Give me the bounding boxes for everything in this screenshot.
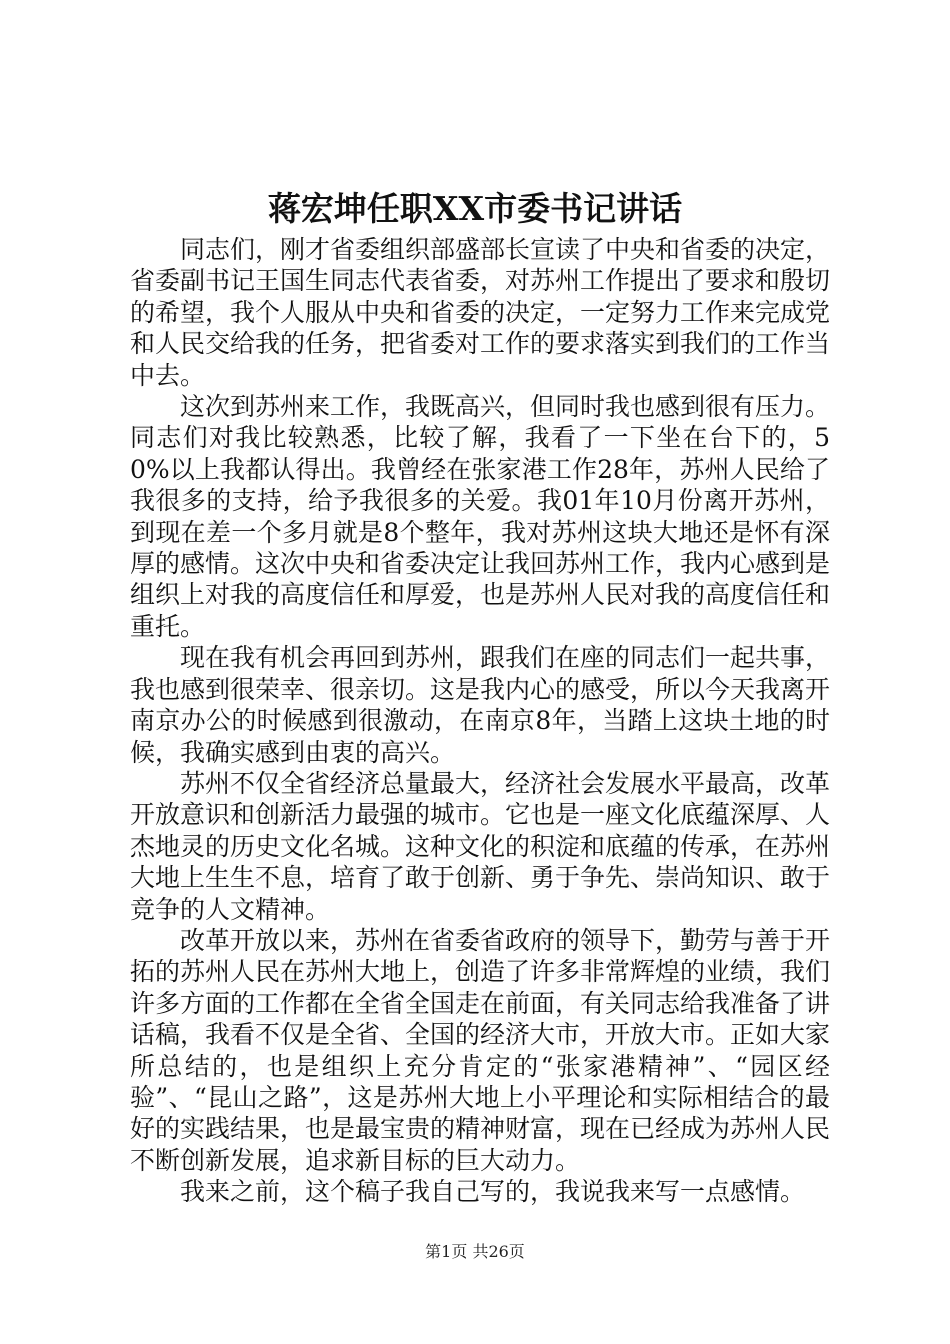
document-title: 蒋宏坤任职XX市委书记讲话 [267,189,683,228]
paragraph-2: 这次到苏州来工作，我既高兴，但同时我也感到很有压力。同志们对我比较熟悉，比较了解，我看了一下坐在台下的，50%以上我都认得出。我曾经在张家港工作28年，苏州人民给了我很多的支持，给予我很多的关爱。我01年10月份离开苏州，到现在差一个多月就是8个整年，我对苏州这块大地还是怀有深厚的感情。这次中央和省委决定让我回苏州工作，我内心感到是组织上对我的高度信任和厚爱，也是苏州人民对我的高度信任和重托。 [130,392,831,641]
page-number-footer: 第1页 共26页 [425,1242,525,1261]
paragraph-6: 我来之前，这个稿子我自己写的，我说我来写一点感情。 [180,1177,806,1207]
paragraph-1: 同志们，刚才省委组织部盛部长宣读了中央和省委的决定，省委副书记王国生同志代表省委，对苏州工作提出了要求和殷切的希望，我个人服从中央和省委的决定，一定努力工作来完成党和人民交给我的任务，把省委对工作的要求落实到我们的工作当中去。 [130,235,831,390]
paragraph-5: 改革开放以来，苏州在省委省政府的领导下，勤劳与善于开拓的苏州人民在苏州大地上，创造了许多非常辉煌的业绩，我们许多方面的工作都在全省全国走在前面，有关同志给我准备了讲话稿，我看不仅是全省、全国的经济大市，开放大市。正如大家所总结的，也是组织上充分肯定的“张家港精神”、“园区经验”、“昆山之路”，这是苏州大地上小平理论和实际相结合的最好的实践结果，也是最宝贵的精神财富，现在已经成为苏州人民不断创新发展，追求新目标的巨大动力。 [130,925,831,1175]
paragraph-3: 现在我有机会再回到苏州，跟我们在座的同志们一起共事，我也感到很荣幸、很亲切。这是我内心的感受，所以今天我离开南京办公的时候感到很激动，在南京8年，当踏上这块土地的时候，我确实感到由衷的高兴。 [130,643,831,767]
paragraph-4: 苏州不仅全省经济总量最大，经济社会发展水平最高，改革开放意识和创新活力最强的城市。它也是一座文化底蕴深厚、人杰地灵的历史文化名城。这种文化的积淀和底蕴的传承，在苏州大地上生生不息，培育了敢于创新、勇于争先、崇尚知识、敢于竞争的人文精神。 [130,768,831,924]
document-body [130,234,830,1208]
